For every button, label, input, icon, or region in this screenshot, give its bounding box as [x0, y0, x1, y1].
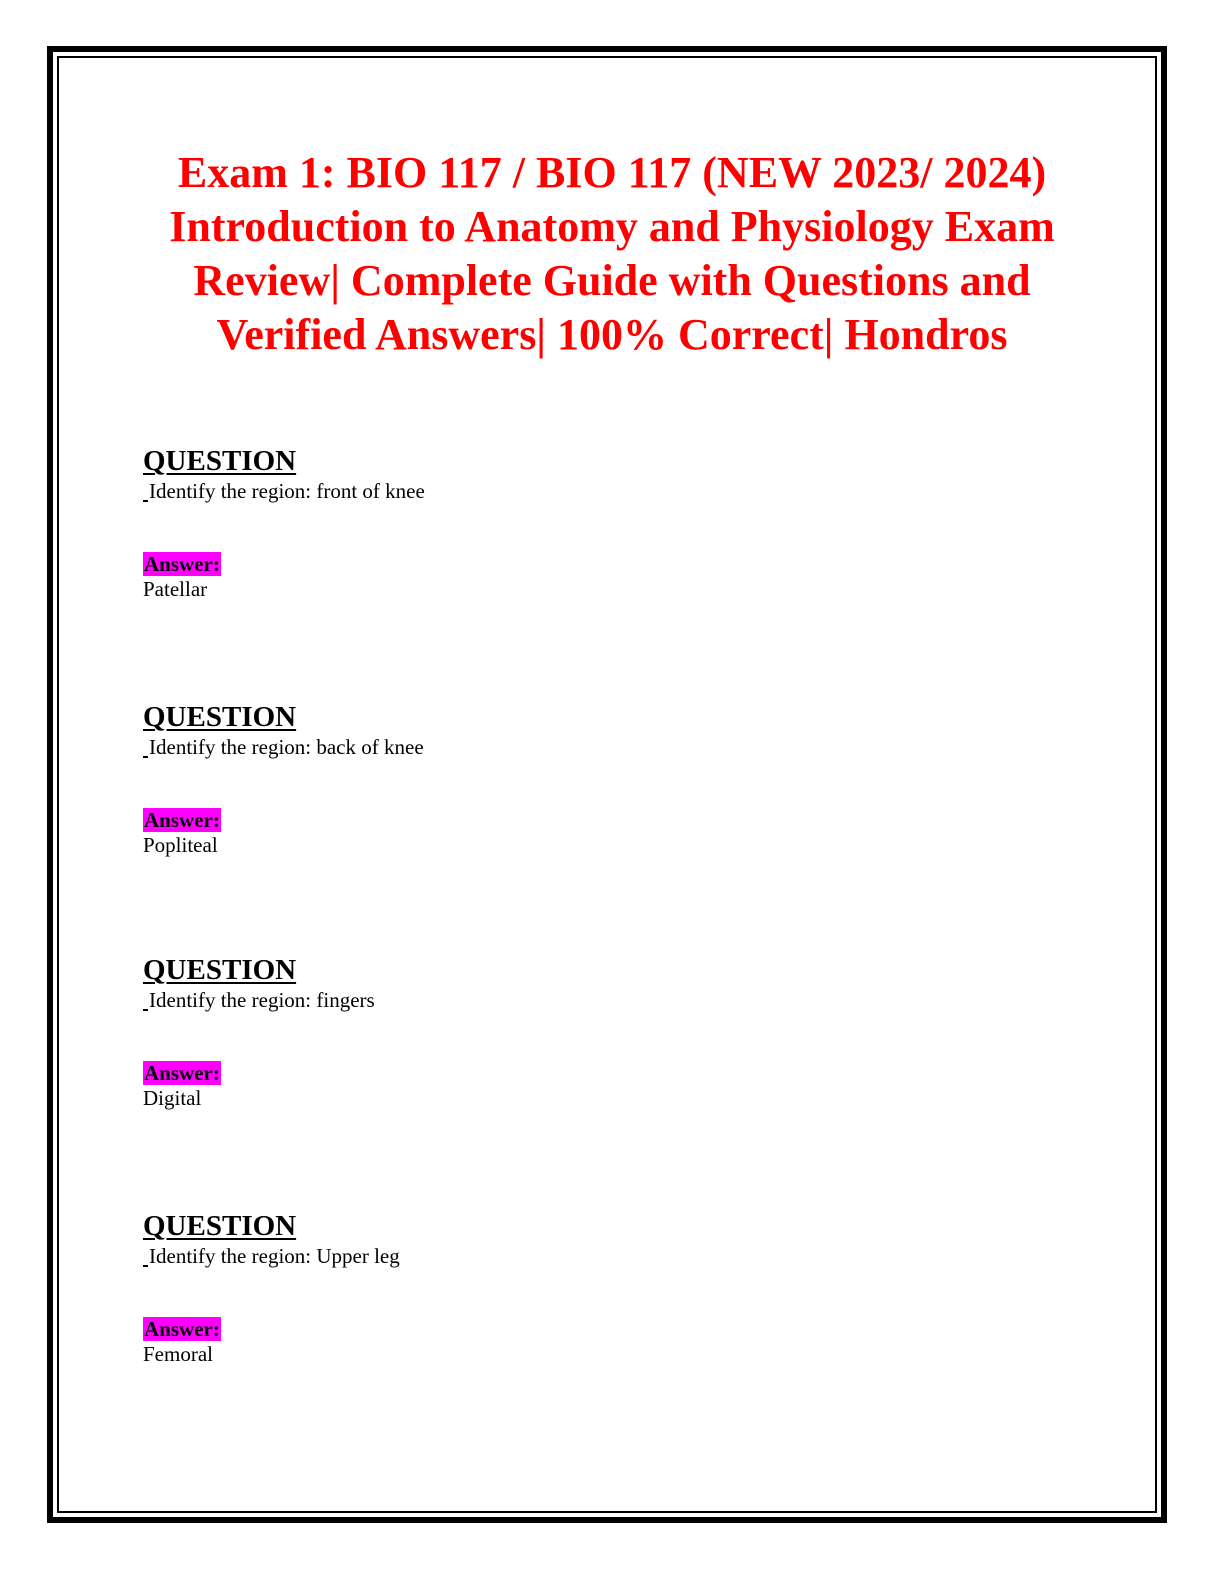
document-title: Exam 1: BIO 117 / BIO 117 (NEW 2023/ 2024) Introduction to Anatomy and Physiology Exam Review| Complete Guide with Questions and Verified Answers| 100% Correct| Hondros — [169, 148, 1055, 359]
answer-text: Digital — [143, 1086, 202, 1110]
question-marker — [143, 1009, 148, 1011]
answer-text: Popliteal — [143, 833, 218, 857]
qa-item — [143, 955, 1043, 1111]
question-text — [143, 478, 1043, 504]
question-heading: QUESTION — [143, 445, 297, 477]
answer-text: Patellar — [143, 577, 208, 601]
question-marker — [143, 1265, 148, 1267]
question-text-content: Identify the region: back of knee — [149, 735, 424, 759]
qa-item — [143, 446, 1043, 602]
question-text-content: Identify the region: fingers — [149, 988, 375, 1012]
question-heading: QUESTION — [143, 701, 297, 733]
question-marker — [143, 500, 148, 502]
question-marker — [143, 756, 148, 758]
answer-text: Femoral — [143, 1342, 213, 1366]
question-text — [143, 1243, 1043, 1269]
question-text — [143, 734, 1043, 760]
question-text-content: Identify the region: Upper leg — [149, 1244, 400, 1268]
qa-item — [143, 702, 1043, 858]
question-heading: QUESTION — [143, 954, 297, 986]
question-text — [143, 987, 1043, 1013]
answer-label: Answer: — [144, 1317, 220, 1341]
answer-label: Answer: — [144, 1061, 220, 1085]
answer-label: Answer: — [144, 808, 220, 832]
question-heading: QUESTION — [143, 1210, 297, 1242]
question-text-content: Identify the region: front of knee — [149, 479, 425, 503]
qa-item — [143, 1211, 1043, 1367]
answer-label: Answer: — [144, 552, 220, 576]
